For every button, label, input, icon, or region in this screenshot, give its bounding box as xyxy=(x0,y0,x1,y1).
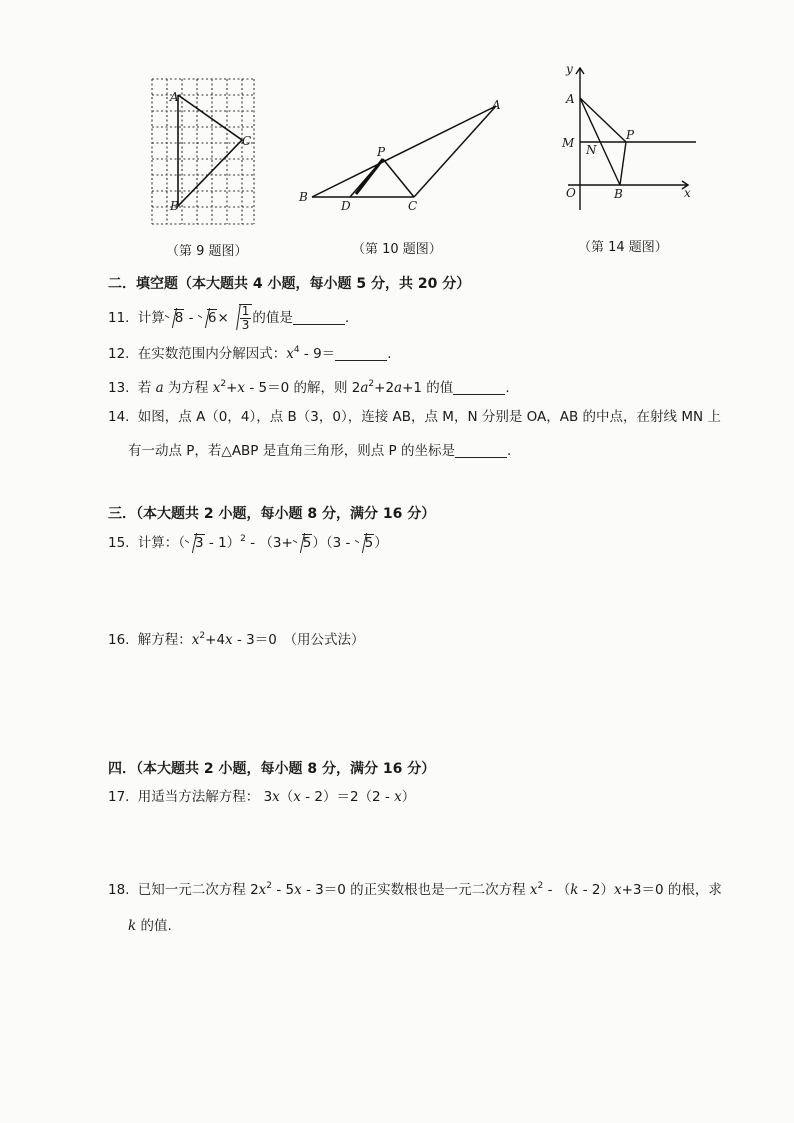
figure-14-caption: （第 14 题图） xyxy=(578,240,668,255)
q11-frac-top: 1 xyxy=(241,304,250,318)
q14-line1: 如图，点 A（0，4），点 B（3，0），连接 AB，点 M，N 分别是 OA，AB 的中点，在射线 MN 上 xyxy=(137,409,721,425)
fig14-label-x: x xyxy=(684,186,691,200)
q17-t3: - 2）＝2（2 - xyxy=(300,789,395,805)
q15-sqrt-5a xyxy=(293,533,313,553)
q12-exp: 4 xyxy=(293,345,300,355)
q11-minus: - xyxy=(184,310,198,326)
q17-x3: x xyxy=(394,789,402,805)
q12-text: 在实数范围内分解因式： xyxy=(137,346,287,362)
q15-radicand-5b: 5 xyxy=(364,535,374,551)
fig14-label-n: N xyxy=(586,143,597,157)
fig14-label-o: O xyxy=(566,186,576,200)
q18-x3: x xyxy=(529,882,538,898)
fig10-label-d: D xyxy=(341,199,351,213)
q13-t6: +1 的值 xyxy=(402,380,454,396)
figure-9-caption: （第 9 题图） xyxy=(166,244,248,259)
q17-t2: （ xyxy=(279,789,294,805)
fig14-label-p: P xyxy=(626,128,635,142)
q11-sqrt-6 xyxy=(198,308,218,328)
question-14-line-1 xyxy=(108,407,721,427)
q13-e1: 2 xyxy=(220,379,227,389)
q17-number: 17. xyxy=(108,789,130,805)
q13-t2: 为方程 xyxy=(163,380,213,396)
q11-number: 11. xyxy=(108,310,130,326)
q13-e2: 2 xyxy=(368,379,375,389)
question-14-line-2 xyxy=(128,441,511,461)
q18-t7: 的值. xyxy=(136,918,172,934)
q18-x2: x xyxy=(294,882,302,898)
q13-x2: x xyxy=(237,380,246,396)
q18-e1: 2 xyxy=(266,881,273,891)
figure-10 xyxy=(296,96,508,214)
q15-exp: 2 xyxy=(240,534,246,544)
q12-number: 12. xyxy=(108,346,130,362)
q16-number: 16. xyxy=(108,632,130,648)
q18-number: 18. xyxy=(108,882,130,898)
q11-end: . xyxy=(344,310,350,326)
q11-answer-blank xyxy=(293,310,345,325)
q12-x: x xyxy=(286,346,294,362)
fig14-label-m: M xyxy=(562,136,575,150)
q18-t4: - （ xyxy=(543,882,571,898)
fig10-label-b: B xyxy=(299,190,308,204)
q13-end: . xyxy=(505,380,510,396)
question-17 xyxy=(108,787,415,807)
q16-exp: 2 xyxy=(199,631,206,641)
q13-t4: - 5＝0 的解，则 2 xyxy=(245,380,361,396)
figure-9 xyxy=(148,76,260,232)
q13-t3: + xyxy=(226,380,238,396)
question-18-line-1 xyxy=(108,880,722,900)
q11-sqrt-8 xyxy=(165,308,185,328)
fig14-label-a: A xyxy=(566,92,575,106)
q18-t2: - 5 xyxy=(272,882,295,898)
q11-suffix: 的值是 xyxy=(252,310,293,326)
fig14-label-b: B xyxy=(614,187,623,201)
figure-10-diagram xyxy=(296,96,508,214)
q18-x4: x xyxy=(613,882,622,898)
fig10-label-c: C xyxy=(408,199,418,213)
q12-rest: - 9＝ xyxy=(299,346,336,362)
q13-t5: +2 xyxy=(374,380,395,396)
q11-sqrt-fraction xyxy=(229,304,253,332)
q17-x1: x xyxy=(272,789,280,805)
fig9-label-b: B xyxy=(170,199,179,213)
q15-number: 15. xyxy=(108,535,130,551)
q13-answer-blank xyxy=(453,380,505,395)
q15-radicand-3: 3 xyxy=(195,535,204,551)
q11-radicand-6: 6 xyxy=(207,310,217,326)
q15-t1: - 1） xyxy=(204,535,241,551)
q14-line2: 有一动点 P，若△ABP 是直角三角形，则点 P 的坐标是 xyxy=(128,443,455,459)
q16-t3: - 3＝0 （用公式法） xyxy=(232,632,365,648)
q13-a: a xyxy=(155,380,164,396)
figure-10-caption: （第 10 题图） xyxy=(352,242,442,257)
q18-e2: 2 xyxy=(537,881,544,891)
q13-number: 13. xyxy=(108,380,130,396)
q15-prefix: 计算：（ xyxy=(137,535,186,551)
q15-t2: - （3+ xyxy=(245,535,293,551)
q18-t5: - 2） xyxy=(578,882,614,898)
q14-answer-blank xyxy=(455,443,507,458)
q16-x: x xyxy=(191,632,200,648)
q15-radicand-5a: 5 xyxy=(302,535,312,551)
q18-k1: k xyxy=(570,882,579,898)
fig10-label-a: A xyxy=(492,98,501,112)
q16-x2: x xyxy=(225,632,233,648)
figure-14 xyxy=(556,64,696,212)
q14-number: 14. xyxy=(108,409,130,425)
q17-t1: 用适当方法解方程： 3 xyxy=(137,789,273,805)
question-11 xyxy=(108,304,349,332)
section-3-heading: 三．（本大题共 2 小题，每小题 8 分，满分 16 分） xyxy=(108,506,436,522)
q18-t1: 已知一元二次方程 2 xyxy=(137,882,259,898)
q11-prefix: 计算 xyxy=(137,310,165,326)
q13-t1: 若 xyxy=(137,380,156,396)
fig14-label-y: y xyxy=(566,62,573,76)
figure-9-diagram xyxy=(148,76,260,232)
q18-t6: +3＝0 的根，求 xyxy=(621,882,722,898)
question-18-line-2 xyxy=(128,916,172,936)
fig9-label-a: A xyxy=(170,90,179,104)
q15-t3: ）（3 - xyxy=(312,535,355,551)
section-2-heading: 二．填空题（本大题共 4 小题，每小题 5 分，共 20 分） xyxy=(108,276,471,292)
q18-t3: - 3＝0 的正实数根也是一元二次方程 xyxy=(301,882,530,898)
fig9-label-c: C xyxy=(242,134,252,148)
q16-t1: 解方程： xyxy=(137,632,192,648)
q18-k2: k xyxy=(128,918,137,934)
question-16 xyxy=(108,630,365,650)
q13-x1: x xyxy=(212,380,221,396)
q11-radicand-8: 8 xyxy=(174,310,184,326)
q12-end: . xyxy=(387,346,392,362)
q16-t2: +4 xyxy=(205,632,226,648)
q15-t4: ） xyxy=(374,535,388,551)
q17-x2: x xyxy=(293,789,301,805)
q18-x1: x xyxy=(258,882,267,898)
question-15 xyxy=(108,533,388,553)
q11-times: × xyxy=(217,310,229,326)
q15-sqrt-3 xyxy=(185,533,205,553)
q17-t4: ） xyxy=(401,789,416,805)
q13-a2: a xyxy=(360,380,369,396)
fig10-label-p: P xyxy=(377,145,386,159)
q11-frac-bottom: 3 xyxy=(241,318,250,332)
q14-end: . xyxy=(506,443,512,459)
section-4-heading: 四．（本大题共 2 小题，每小题 8 分，满分 16 分） xyxy=(108,761,436,777)
q15-sqrt-5b xyxy=(355,533,375,553)
question-13 xyxy=(108,378,510,398)
q12-answer-blank xyxy=(335,346,387,361)
question-12 xyxy=(108,344,391,364)
q13-a3: a xyxy=(394,380,403,396)
